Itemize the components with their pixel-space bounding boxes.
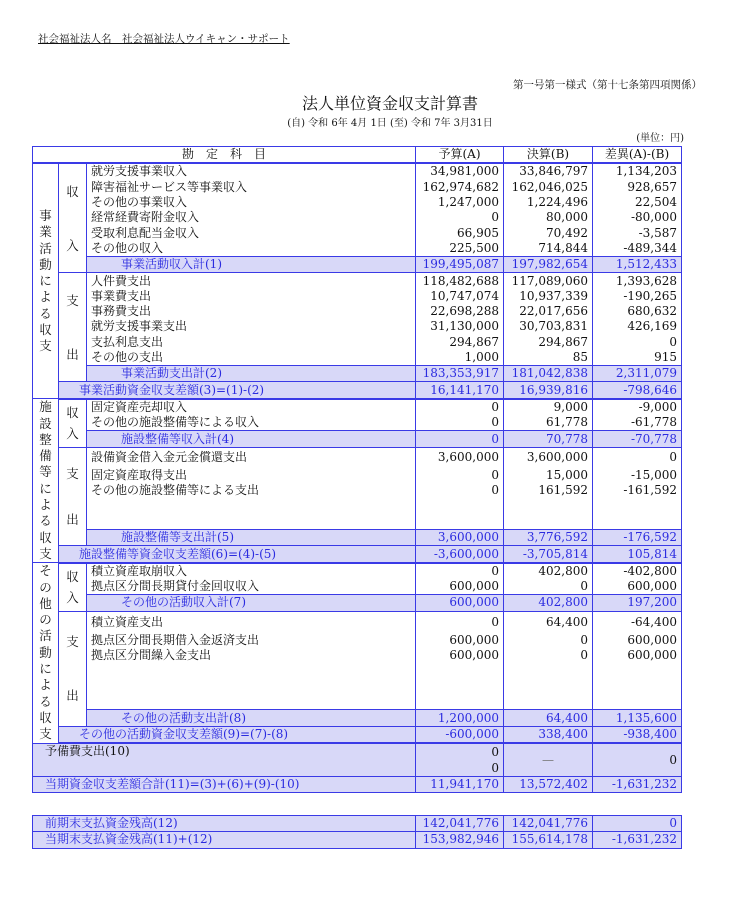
total-label: 当期資金収支差額合計(11)=(3)+(6)+(9)-(10) bbox=[33, 777, 416, 793]
account-name bbox=[87, 664, 416, 679]
header-actual: 決算(B) bbox=[504, 147, 593, 164]
actual-cell: 22,017,656 bbox=[504, 304, 593, 319]
variance-cell: 1,512,433 bbox=[593, 257, 682, 273]
fund-balance-label: 前期末支払資金残高(12) bbox=[33, 816, 416, 832]
budget-cell: 0 bbox=[416, 483, 504, 498]
table-row bbox=[33, 468, 682, 483]
actual-cell: 142,041,776 bbox=[504, 816, 593, 832]
budget-cell: 16,141,170 bbox=[416, 382, 504, 399]
balance-label: 事業活動資金収支差額(3)=(1)-(2) bbox=[59, 382, 416, 399]
reserve-budget-value: 0 bbox=[491, 745, 499, 760]
reserve-variance: 0 bbox=[593, 743, 682, 777]
table-row bbox=[33, 163, 682, 179]
actual-cell: 64,400 bbox=[504, 710, 593, 726]
variance-cell: 1,134,203 bbox=[593, 163, 682, 179]
group-label bbox=[59, 399, 87, 447]
balance-row bbox=[33, 382, 682, 399]
account-name: 就労支援事業支出 bbox=[87, 319, 416, 334]
account-name: 障害福祉サービス等事業収入 bbox=[87, 180, 416, 195]
variance-cell: -61,778 bbox=[593, 415, 682, 431]
balance-label: 施設整備等資金収支差額(6)=(4)-(5) bbox=[59, 546, 416, 563]
variance-cell: 426,169 bbox=[593, 319, 682, 334]
balance-row bbox=[33, 546, 682, 563]
table-row bbox=[33, 195, 682, 210]
actual-cell: 338,400 bbox=[504, 726, 593, 743]
budget-cell: 600,000 bbox=[416, 648, 504, 663]
account-name bbox=[87, 514, 416, 530]
header-budget: 予算(A) bbox=[416, 147, 504, 164]
variance-cell bbox=[593, 694, 682, 710]
variance-cell: 197,200 bbox=[593, 595, 682, 611]
fund-balance-table bbox=[32, 815, 682, 849]
table-row bbox=[33, 499, 682, 514]
table-row bbox=[33, 447, 682, 468]
variance-cell: -161,592 bbox=[593, 483, 682, 498]
variance-cell: -798,646 bbox=[593, 382, 682, 399]
reserve-budget-value: 0 bbox=[491, 761, 499, 776]
account-name: 固定資産売却収入 bbox=[87, 399, 416, 415]
table-row bbox=[33, 633, 682, 648]
account-name: その他の事業収入 bbox=[87, 195, 416, 210]
budget-cell: 0 bbox=[416, 210, 504, 225]
budget-cell: 10,747,074 bbox=[416, 289, 504, 304]
budget-cell: 162,974,682 bbox=[416, 180, 504, 195]
account-name: 設備資金借入金元金償還支出 bbox=[87, 447, 416, 468]
budget-cell: 0 bbox=[416, 415, 504, 431]
budget-cell: 142,041,776 bbox=[416, 816, 504, 832]
variance-cell bbox=[593, 499, 682, 514]
actual-cell: 30,703,831 bbox=[504, 319, 593, 334]
budget-cell: 0 bbox=[416, 563, 504, 579]
actual-cell bbox=[504, 499, 593, 514]
actual-cell bbox=[504, 694, 593, 710]
account-name: 拠点区分間長期借入金返済支出 bbox=[87, 633, 416, 648]
variance-cell: -1,631,232 bbox=[593, 832, 682, 848]
actual-cell: 9,000 bbox=[504, 399, 593, 415]
budget-cell: 31,130,000 bbox=[416, 319, 504, 334]
fiscal-period: (自) 令和 6年 4月 1日 (至) 令和 7年 3月31日 bbox=[287, 118, 493, 129]
actual-cell: 15,000 bbox=[504, 468, 593, 483]
vertical-label: 支 出 bbox=[66, 634, 79, 704]
table-row bbox=[33, 180, 682, 195]
budget-cell bbox=[416, 499, 504, 514]
account-name: 固定資産取得支出 bbox=[87, 468, 416, 483]
actual-cell: 294,867 bbox=[504, 335, 593, 350]
table-row bbox=[33, 694, 682, 710]
vertical-label: 収 入 bbox=[66, 568, 79, 606]
section-label bbox=[33, 163, 59, 398]
variance-cell: -176,592 bbox=[593, 530, 682, 546]
fund-balance-label: 当期末支払資金残高(11)+(12) bbox=[33, 832, 416, 848]
budget-cell: -600,000 bbox=[416, 726, 504, 743]
actual-cell: 162,046,025 bbox=[504, 180, 593, 195]
actual-cell: 1,224,496 bbox=[504, 195, 593, 210]
budget-cell: 3,600,000 bbox=[416, 447, 504, 468]
variance-cell: 600,000 bbox=[593, 633, 682, 648]
table-row bbox=[33, 664, 682, 679]
subtotal-label: その他の活動収入計(7) bbox=[87, 595, 416, 611]
variance-cell: 600,000 bbox=[593, 648, 682, 663]
table-row bbox=[33, 273, 682, 289]
actual-cell: 402,800 bbox=[504, 595, 593, 611]
budget-cell: 0 bbox=[416, 399, 504, 415]
fund-balance-row bbox=[33, 832, 682, 848]
vertical-label: 収 入 bbox=[66, 405, 79, 442]
variance-cell bbox=[593, 664, 682, 679]
subtotal-label: 事業活動収入計(1) bbox=[87, 257, 416, 273]
table-row bbox=[33, 335, 682, 350]
table-row bbox=[33, 304, 682, 319]
total-row bbox=[33, 777, 682, 793]
actual-cell: 3,776,592 bbox=[504, 530, 593, 546]
variance-cell: -64,400 bbox=[593, 611, 682, 633]
balance-label: その他の活動資金収支差額(9)=(7)-(8) bbox=[59, 726, 416, 743]
actual-cell: 70,492 bbox=[504, 225, 593, 240]
reserve-budget bbox=[416, 743, 504, 777]
actual-cell: 61,778 bbox=[504, 415, 593, 431]
table-row bbox=[33, 241, 682, 257]
variance-cell: 915 bbox=[593, 350, 682, 366]
subtotal-row bbox=[33, 431, 682, 447]
table-row bbox=[33, 483, 682, 498]
table-row bbox=[33, 350, 682, 366]
actual-cell: 0 bbox=[504, 633, 593, 648]
account-name: 拠点区分間長期貸付金回収収入 bbox=[87, 579, 416, 595]
form-reference: 第一号第一様式（第十七条第四項関係） bbox=[513, 79, 702, 91]
actual-cell: 85 bbox=[504, 350, 593, 366]
corporation-name: 社会福祉法人名 社会福祉法人ウイキャン・サポート bbox=[38, 33, 290, 45]
actual-cell: 80,000 bbox=[504, 210, 593, 225]
account-name: その他の施設整備等による支出 bbox=[87, 483, 416, 498]
account-name bbox=[87, 694, 416, 710]
actual-cell bbox=[504, 514, 593, 530]
actual-cell: 161,592 bbox=[504, 483, 593, 498]
budget-cell: 0 bbox=[416, 611, 504, 633]
header-variance: 差異(A)-(B) bbox=[593, 147, 682, 164]
budget-cell: 600,000 bbox=[416, 595, 504, 611]
account-name: 積立資産取崩収入 bbox=[87, 563, 416, 579]
subtotal-row bbox=[33, 595, 682, 611]
budget-cell: 34,981,000 bbox=[416, 163, 504, 179]
variance-cell: 680,632 bbox=[593, 304, 682, 319]
account-name: 就労支援事業収入 bbox=[87, 163, 416, 179]
variance-cell: 1,135,600 bbox=[593, 710, 682, 726]
actual-cell: 197,982,654 bbox=[504, 257, 593, 273]
account-name: 事業費支出 bbox=[87, 289, 416, 304]
actual-cell: 714,844 bbox=[504, 241, 593, 257]
budget-cell: 294,867 bbox=[416, 335, 504, 350]
budget-cell: 1,000 bbox=[416, 350, 504, 366]
reserve-label: 予備費支出(10) bbox=[33, 743, 416, 777]
budget-cell: 1,247,000 bbox=[416, 195, 504, 210]
budget-cell: 0 bbox=[416, 468, 504, 483]
budget-cell: 118,482,688 bbox=[416, 273, 504, 289]
table-row bbox=[33, 611, 682, 633]
variance-cell: -80,000 bbox=[593, 210, 682, 225]
variance-cell: 22,504 bbox=[593, 195, 682, 210]
account-name: その他の収入 bbox=[87, 241, 416, 257]
variance-cell: 105,814 bbox=[593, 546, 682, 563]
vertical-label: 支 出 bbox=[66, 292, 79, 362]
variance-cell: -1,631,232 bbox=[593, 777, 682, 793]
account-name: 受取利息配当金収入 bbox=[87, 225, 416, 240]
subtotal-row bbox=[33, 257, 682, 273]
variance-cell: 0 bbox=[593, 447, 682, 468]
account-name: 事務費支出 bbox=[87, 304, 416, 319]
group-label bbox=[59, 563, 87, 611]
variance-cell: 928,657 bbox=[593, 180, 682, 195]
actual-cell: 117,089,060 bbox=[504, 273, 593, 289]
budget-cell bbox=[416, 664, 504, 679]
subtotal-label: 施設整備等収入計(4) bbox=[87, 431, 416, 447]
header-account: 勘 定 科 目 bbox=[33, 147, 416, 164]
vertical-label: 収 入 bbox=[66, 183, 79, 253]
account-name: その他の施設整備等による収入 bbox=[87, 415, 416, 431]
actual-cell: 10,937,339 bbox=[504, 289, 593, 304]
budget-cell: 0 bbox=[416, 431, 504, 447]
table-row bbox=[33, 514, 682, 530]
account-name: 人件費支出 bbox=[87, 273, 416, 289]
actual-cell bbox=[504, 679, 593, 694]
vertical-label: 施 設 整 備 等 に よ る 収 支 bbox=[39, 399, 52, 561]
table-row bbox=[33, 319, 682, 334]
variance-cell: 600,000 bbox=[593, 579, 682, 595]
group-label bbox=[59, 611, 87, 726]
table-row bbox=[33, 399, 682, 415]
variance-cell: 0 bbox=[593, 335, 682, 350]
section-label bbox=[33, 563, 59, 743]
variance-cell bbox=[593, 514, 682, 530]
budget-cell: 22,698,288 bbox=[416, 304, 504, 319]
account-name: 拠点区分間繰入金支出 bbox=[87, 648, 416, 663]
subtotal-label: 施設整備等支出計(5) bbox=[87, 530, 416, 546]
actual-cell: -3,705,814 bbox=[504, 546, 593, 563]
unit-label: (単位：円) bbox=[636, 133, 684, 144]
section-label bbox=[33, 399, 59, 563]
group-label bbox=[59, 163, 87, 273]
account-name: 積立資産支出 bbox=[87, 611, 416, 633]
budget-cell: 1,200,000 bbox=[416, 710, 504, 726]
group-label bbox=[59, 273, 87, 382]
variance-cell: 2,311,079 bbox=[593, 366, 682, 382]
variance-cell: -3,587 bbox=[593, 225, 682, 240]
actual-cell: 0 bbox=[504, 648, 593, 663]
subtotal-label: その他の活動支出計(8) bbox=[87, 710, 416, 726]
cash-flow-table bbox=[32, 146, 682, 793]
budget-cell: -3,600,000 bbox=[416, 546, 504, 563]
reserve-actual: — bbox=[504, 743, 593, 777]
budget-cell: 3,600,000 bbox=[416, 530, 504, 546]
subtotal-row bbox=[33, 366, 682, 382]
subtotal-row bbox=[33, 710, 682, 726]
actual-cell: 181,042,838 bbox=[504, 366, 593, 382]
account-name: 支払利息支出 bbox=[87, 335, 416, 350]
table-row bbox=[33, 679, 682, 694]
table-row bbox=[33, 648, 682, 663]
budget-cell bbox=[416, 514, 504, 530]
fund-balance-row bbox=[33, 816, 682, 832]
table-row bbox=[33, 579, 682, 595]
table-row bbox=[33, 415, 682, 431]
variance-cell: -489,344 bbox=[593, 241, 682, 257]
actual-cell: 13,572,402 bbox=[504, 777, 593, 793]
reserve-row bbox=[33, 743, 682, 777]
account-name: その他の支出 bbox=[87, 350, 416, 366]
variance-cell: -190,265 bbox=[593, 289, 682, 304]
vertical-label: 支 出 bbox=[66, 466, 79, 527]
actual-cell: 0 bbox=[504, 579, 593, 595]
header-row bbox=[33, 147, 682, 164]
variance-cell: -70,778 bbox=[593, 431, 682, 447]
table-row bbox=[33, 563, 682, 579]
actual-cell bbox=[504, 664, 593, 679]
group-label bbox=[59, 447, 87, 546]
variance-cell bbox=[593, 679, 682, 694]
document-title: 法人単位資金収支計算書 bbox=[301, 94, 478, 113]
actual-cell: 155,614,178 bbox=[504, 832, 593, 848]
variance-cell: -938,400 bbox=[593, 726, 682, 743]
budget-cell bbox=[416, 679, 504, 694]
budget-cell: 199,495,087 bbox=[416, 257, 504, 273]
subtotal-label: 事業活動支出計(2) bbox=[87, 366, 416, 382]
account-name: 経常経費寄附金収入 bbox=[87, 210, 416, 225]
variance-cell: 1,393,628 bbox=[593, 273, 682, 289]
budget-cell: 11,941,170 bbox=[416, 777, 504, 793]
vertical-label: そ の 他 の 活 動 に よ る 収 支 bbox=[39, 563, 52, 742]
balance-row bbox=[33, 726, 682, 743]
variance-cell: -15,000 bbox=[593, 468, 682, 483]
table-row bbox=[33, 210, 682, 225]
variance-cell: 0 bbox=[593, 816, 682, 832]
variance-cell: -402,800 bbox=[593, 563, 682, 579]
actual-cell: 33,846,797 bbox=[504, 163, 593, 179]
budget-cell: 66,905 bbox=[416, 225, 504, 240]
budget-cell: 183,353,917 bbox=[416, 366, 504, 382]
table-row bbox=[33, 225, 682, 240]
actual-cell: 402,800 bbox=[504, 563, 593, 579]
subtotal-row bbox=[33, 530, 682, 546]
budget-cell: 225,500 bbox=[416, 241, 504, 257]
variance-cell: -9,000 bbox=[593, 399, 682, 415]
budget-cell: 153,982,946 bbox=[416, 832, 504, 848]
actual-cell: 70,778 bbox=[504, 431, 593, 447]
account-name bbox=[87, 679, 416, 694]
budget-cell: 600,000 bbox=[416, 633, 504, 648]
table-row bbox=[33, 289, 682, 304]
actual-cell: 64,400 bbox=[504, 611, 593, 633]
actual-cell: 16,939,816 bbox=[504, 382, 593, 399]
actual-cell: 3,600,000 bbox=[504, 447, 593, 468]
budget-cell bbox=[416, 694, 504, 710]
account-name bbox=[87, 499, 416, 514]
budget-cell: 600,000 bbox=[416, 579, 504, 595]
vertical-label: 事 業 活 動 に よ る 収 支 bbox=[39, 207, 52, 354]
